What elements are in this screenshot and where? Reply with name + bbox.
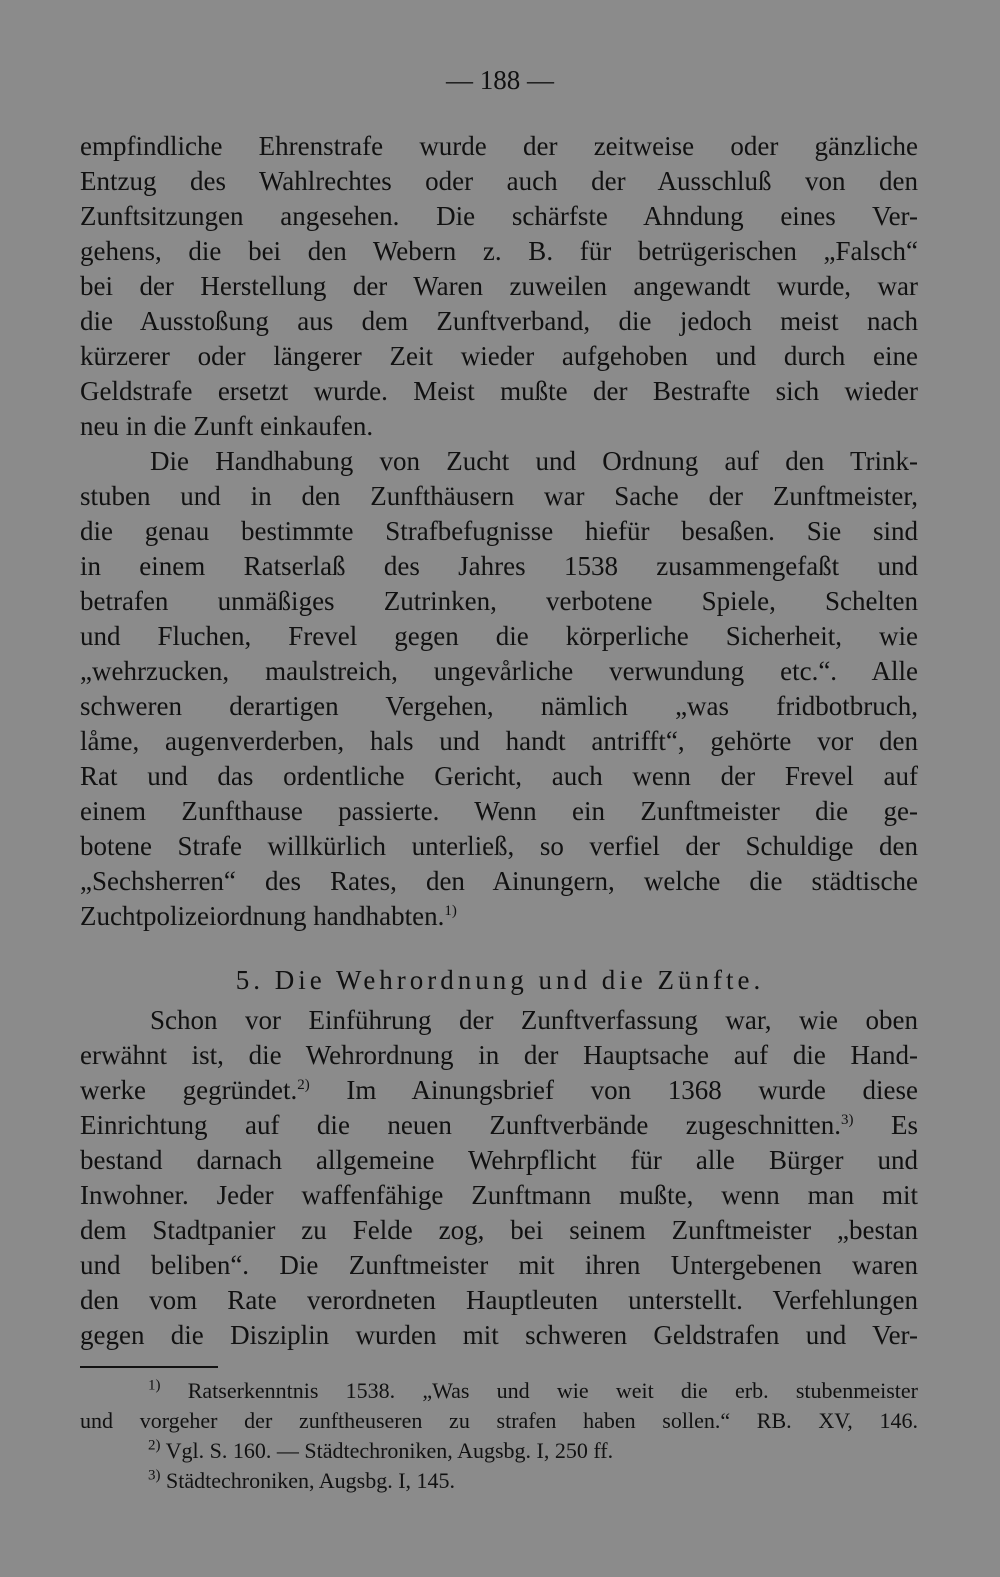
footnote-marker: 3) [148, 1467, 161, 1484]
footnote-marker: 2) [148, 1437, 161, 1454]
body-line [80, 1072, 918, 1108]
footnote-marker: 1) [148, 1377, 161, 1394]
body-line: schweren derartigen Vergehen, nämlich „was fridbotbruch, [80, 691, 918, 721]
footnote-line [80, 1436, 918, 1466]
body-line: gehens, die bei den Webern z. B. für betrügerischen „Falsch“ [80, 236, 918, 266]
body-line: und beliben“. Die Zunftmeister mit ihren Untergebenen waren [80, 1250, 918, 1280]
body-line: stuben und in den Zunfthäusern war Sache der Zunftmeister, [80, 481, 918, 511]
body-line: neu in die Zunft einkaufen. [80, 411, 374, 441]
footnote-text: Vgl. S. 160. — Städtechroniken, Augsbg. I, 250 ff. [165, 1438, 614, 1463]
body-line-text: Im Ainungsbrief von 1368 wurde diese [309, 1075, 918, 1105]
footnote-ref: 3) [841, 1112, 854, 1128]
footnote-line [80, 1376, 918, 1406]
body-line-text: Zuchtpolizeiordnung handhabten. [80, 901, 445, 931]
body-line: Rat und das ordentliche Gericht, auch wenn der Frevel auf [80, 761, 918, 791]
footnote-line: und vorgeher der zunftheuseren zu strafen haben sollen.“ RB. XV, 146. [80, 1408, 918, 1433]
footnote-ref: 1) [444, 903, 457, 919]
body-line: betrafen unmäßiges Zutrinken, verbotene Spiele, Schelten [80, 586, 918, 616]
footnote-text: Ratserkenntnis 1538. „Was und wie weit die erb. stubenmeister [187, 1378, 919, 1403]
body-line-text: werke gegründet. [80, 1075, 298, 1105]
body-line: botene Strafe willkürlich unterließ, so verfiel der Schuldige den [80, 831, 918, 861]
body-line: kürzerer oder längerer Zeit wieder aufgehoben und durch eine [80, 341, 918, 371]
body-line: bestand darnach allgemeine Wehrpflicht für alle Bürger und [80, 1145, 918, 1175]
body-line: und Fluchen, Frevel gegen die körperliche Sicherheit, wie [80, 621, 918, 651]
body-line: erwähnt ist, die Wehrordnung in der Hauptsache auf die Hand- [80, 1040, 918, 1070]
body-line: in einem Ratserlaß des Jahres 1538 zusammengefaßt und [80, 551, 918, 581]
body-line: „wehrzucken, maulstreich, ungevårliche verwundung etc.“. Alle [80, 656, 918, 686]
footnote-divider [80, 1366, 218, 1368]
body-line: Inwohner. Jeder waffenfähige Zunftmann mußte, wenn man mit [80, 1180, 918, 1210]
page-number: — 188 — [446, 65, 554, 95]
body-line: Zunftsitzungen angesehen. Die schärfste Ahndung eines Ver- [80, 201, 918, 231]
body-line [80, 1107, 918, 1143]
body-line: die Ausstoßung aus dem Zunftverband, die jedoch meist nach [80, 306, 918, 336]
footnote-ref: 2) [297, 1077, 310, 1093]
footnote-line [80, 1466, 918, 1496]
section-heading: 5. Die Wehrordnung und die Zünfte. [235, 965, 765, 995]
body-line-text: Es [853, 1110, 918, 1140]
body-line: låme, augenverderben, hals und handt antrifft“, gehörte vor den [80, 726, 918, 756]
body-line: gegen die Disziplin wurden mit schweren Geldstrafen und Ver- [80, 1320, 918, 1350]
footnote-text: Städtechroniken, Augsbg. I, 145. [166, 1468, 456, 1493]
body-line: Schon vor Einführung der Zunftverfassung war, wie oben [150, 1005, 918, 1035]
body-line: dem Stadtpanier zu Felde zog, bei seinem Zunftmeister „bestan [80, 1215, 918, 1245]
body-line: empfindliche Ehrenstrafe wurde der zeitweise oder gänzliche [80, 131, 918, 161]
body-line: „Sechsherren“ des Rates, den Ainungern, welche die städtische [80, 866, 918, 896]
body-line-text: Einrichtung auf die neuen Zunftverbände zugeschnitten. [80, 1110, 841, 1140]
body-line: einem Zunfthause passierte. Wenn ein Zunftmeister die ge- [80, 796, 918, 826]
body-line: die genau bestimmte Strafbefugnisse hiefür besaßen. Sie sind [80, 516, 918, 546]
body-line: Geldstrafe ersetzt wurde. Meist mußte der Bestrafte sich wieder [80, 376, 918, 406]
body-line: den vom Rate verordneten Hauptleuten unterstellt. Verfehlungen [80, 1285, 918, 1315]
body-line: bei der Herstellung der Waren zuweilen angewandt wurde, war [80, 271, 918, 301]
body-line [80, 898, 918, 934]
body-line: Die Handhabung von Zucht und Ordnung auf den Trink- [150, 446, 918, 476]
body-line: Entzug des Wahlrechtes oder auch der Ausschluß von den [80, 166, 918, 196]
